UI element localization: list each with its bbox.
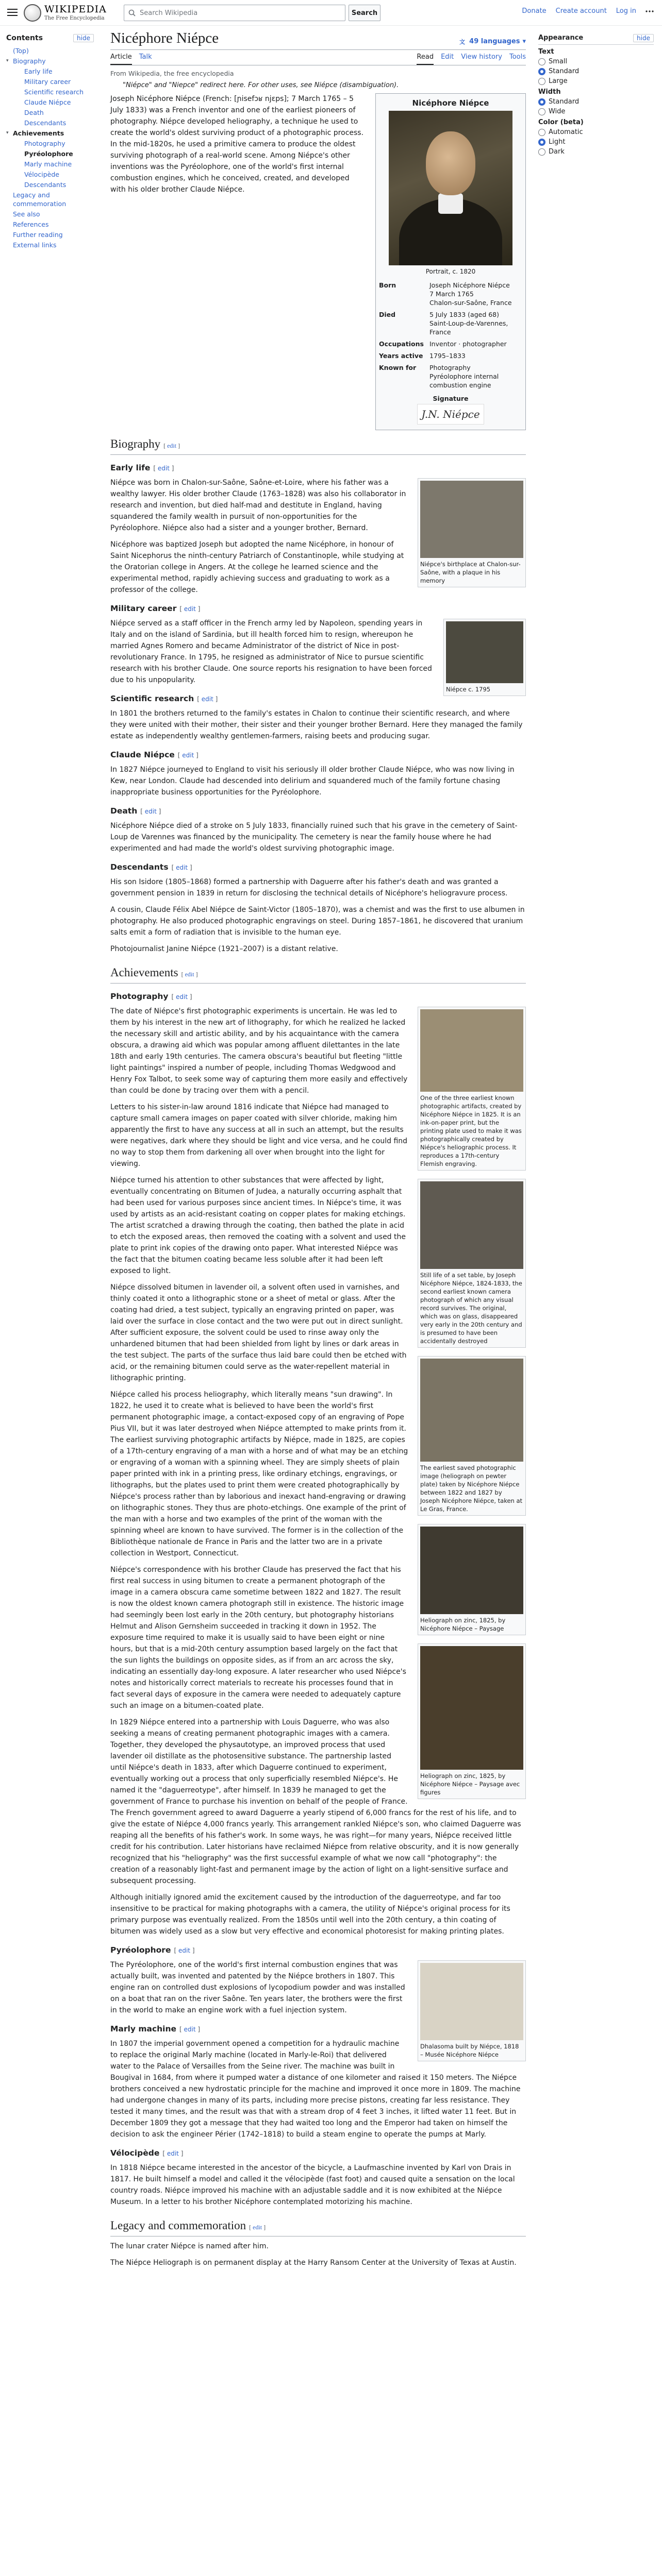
edit-link-text[interactable]: edit: [167, 2150, 179, 2157]
edit-link[interactable]: [ edit ]: [140, 808, 161, 815]
toc-item[interactable]: [6, 129, 94, 138]
toc-spacer: [18, 67, 23, 76]
toc-item-label: Legacy and commemoration: [13, 191, 67, 208]
toc-item[interactable]: [6, 46, 94, 55]
radio-option[interactable]: [538, 148, 654, 156]
portrait-caption: Portrait, c. 1820: [425, 268, 476, 275]
toc-spacer: [6, 241, 11, 249]
figure: [443, 619, 526, 696]
infobox-row-value: Photography Pyréolophore internal combustion engine: [429, 364, 499, 389]
figure: [418, 1643, 526, 1799]
page-tabs: [110, 50, 526, 65]
intro-paragraph: Joseph Nicéphore Niépce (French: [ɲisefɔʁ njɛps]; 7 March 1765 – 5 July 1833) was a French inventor and one of the earliest pioneers of photography. Niépce developed heliography, a technique he used to create the world's oldest surviving product of a photographic process. In the mid-1820s, he used a primitive camera to produce the oldest surviving photograph of a real-world scene. Among Niépce's other inventions was the Pyréolophore, one of the world's first internal combustion engines, which he conceived, created, and developed with his older brother Claude Niépce.: [110, 95, 364, 194]
edit-link-text[interactable]: edit: [157, 465, 170, 472]
edit-link-text[interactable]: edit: [176, 993, 188, 1001]
paragraph: In 1827 Niépce journeyed to England to visit his seriously ill older brother Claude Niépce, who was now living in Kew, near London. Claude had descended into delirium and squandered much of the family fortune chasing inappropriate business opportunities for the Pyréolophore.: [110, 766, 515, 796]
article-body: [110, 93, 526, 2268]
paragraph: His son Isidore (1805–1868) formed a partnership with Daguerre after his father's death and was granted a government pension in 1839 in return for disclosing the technical details of Nicéphore's heliogravure process.: [110, 878, 508, 897]
title-row: [110, 29, 526, 50]
toc-item-label: Marly machine: [24, 160, 72, 168]
radio-option[interactable]: [538, 58, 654, 65]
figure-image[interactable]: [420, 1009, 523, 1092]
radio-option[interactable]: [538, 77, 654, 85]
svg-text:文: 文: [459, 38, 466, 45]
subsection-heading: [110, 603, 526, 615]
figure-caption: Heliograph on zinc, 1825, by Nicéphore Niépce – Paysage: [420, 1617, 506, 1632]
subsection-heading-text: Military career: [110, 604, 177, 613]
figure-image[interactable]: [420, 1527, 523, 1614]
toc-spacer: [6, 46, 11, 55]
infobox-row-label: Occupations: [379, 340, 424, 348]
toc-spacer: [6, 210, 11, 218]
radio-icon: [538, 129, 545, 136]
create-account-link[interactable]: Create account: [555, 7, 607, 15]
radio-label: Automatic: [549, 128, 583, 136]
subsection-heading: [110, 2147, 526, 2159]
edit-link-text[interactable]: edit: [184, 605, 196, 613]
paragraph: In 1829 Niépce entered into a partnership with Louis Daguerre, who was also seeking a means of creating permanent photographic images with a camera. Together, they developed the physautotype, an improved process that used lavender oil distillate as the photosensitive substance. The partnership lasted until Niépce's death in 1833, after which Daguerre continued to experiment, eventually working out a process that only superficially resembled Niépce's. He named it the "daguerreotype", after himself. In 1839 he managed to get the government of France to purchase his invention on behalf of the people of France. The French government agreed to award Daguerre a yearly stipend of 6,000 francs for the rest of his life, and to give the estate of Niépce 4,000 francs yearly. This arrangement rankled Niépce's son, who claimed Daguerre was reaping all the benefits of his father's work. In some ways, he was right—for many years, Niépce received little credit for his contribution. Later historians have reclaimed Niépce from relative obscurity, and it is now generally recognized that his "heliography" was the first successful example of what we now call "photography": the creation of a reasonably light-fast and permanent image by the action of light on a light-sensitive surface and subsequent processing.: [110, 1718, 521, 1885]
paragraph: Niépce called his process heliography, which literally means "sun drawing". In 1822, he used it to create what is believed to have been the world's first permanent photographic image, a contact-exposed copy of an engraving of Pope Pius VII, but it was later destroyed when Niépce attempted to make prints from it. The earliest surviving photographic artifacts by Niépce, made in 1825, are copies of a 17th-century engraving of a man with a horse and of what may be an etching or engraving of a woman with a spinning wheel. They are simply sheets of plain paper printed with ink in a printing press, like ordinary etchings, engravings, or lithographs, but the plates used to print them were created photographically by Niépce's process rather than by laborious and inexact hand-engraving or drawing on lithographic stones. They thus are photo-etchings. One example of the print of the man with a horse and two examples of the print of the woman with the spinning wheel are known to have survived. The former is in the collection of the Bibliothèque nationale de France in Paris and the latter two are in a private collection in Westport, Connecticut.: [110, 1391, 408, 1557]
radio-label: Light: [549, 138, 566, 146]
language-count: 49 languages: [469, 38, 520, 45]
figure-caption: One of the three earliest known photographic artifacts, created by Nicéphore Niépce in 1825. It is an ink-on-paper print, but the printing plate used to make it was photographically created by Niépce's heliographic process. It reproduces a 17th-century Flemish engraving.: [420, 1094, 522, 1167]
figure-image[interactable]: [446, 621, 523, 683]
search-icon: [128, 9, 136, 16]
toc-item-label: Military career: [24, 78, 71, 86]
paragraph: A cousin, Claude Félix Abel Niépce de Saint-Victor (1805–1870), was a chemist and was the first to use albumen in photography. He also produced photographic engravings on steel. During 1857–1861, he discovered that uranium salts emit a form of radiation that is invisible to the human eye.: [110, 906, 525, 937]
toc-spacer: [18, 149, 23, 158]
subsection-heading: [110, 861, 526, 873]
portrait-image[interactable]: [389, 111, 512, 265]
paragraph: Letters to his sister-in-law around 1816 indicate that Niépce had managed to capture small camera images on paper coated with silver chloride, making him apparently the first to have any success at all in such an attempt, but the results were negatives, dark where they should be light and vice versa, and he could find no way to stop them from darkening all over when brought into the light for viewing.: [110, 1103, 408, 1168]
search-button[interactable]: Search: [349, 5, 380, 21]
toc-spacer: [6, 230, 11, 239]
signature-image: J.N. Niépce: [417, 404, 484, 425]
radio-icon: [538, 139, 545, 146]
page-title: Nicéphore Niépce: [110, 30, 219, 46]
signature-label: Signature: [433, 395, 469, 402]
radio-icon: [538, 98, 545, 106]
color-label: Color (beta): [538, 118, 584, 126]
section-heading-text: Legacy and commemoration: [110, 2219, 246, 2232]
site-tagline: The Free Encyclopedia: [44, 15, 105, 21]
figure: [418, 1007, 526, 1171]
edit-link-text[interactable]: edit: [182, 752, 194, 759]
edit-link-text[interactable]: edit: [185, 971, 194, 978]
radio-option[interactable]: [538, 98, 654, 106]
radio-option[interactable]: [538, 67, 654, 75]
figure-image[interactable]: [420, 1646, 523, 1770]
paragraph: Photojournalist Janine Niépce (1921–2007) is a distant relative.: [110, 945, 338, 953]
chevron-down-icon: ▾: [6, 58, 9, 63]
radio-option[interactable]: [538, 108, 654, 115]
radio-icon: [538, 58, 545, 65]
figure: [418, 1356, 526, 1516]
hatnote: "Niépce" and "Niepce" redirect here. For other uses, see Niépce (disambiguation).: [123, 81, 399, 89]
figure-caption: Dhalasoma built by Niépce, 1818 – Musée Nicéphore Niépce: [420, 2043, 519, 2058]
toc-item[interactable]: [6, 108, 94, 117]
toc-spacer: [18, 108, 23, 117]
section-heading: [110, 2218, 526, 2236]
subsection-heading: [110, 1944, 526, 1956]
text-size-options: [538, 58, 654, 85]
edit-link[interactable]: [ edit ]: [249, 2224, 266, 2231]
width-label: Width: [538, 88, 561, 96]
toc-spacer: [18, 180, 23, 189]
infobox-row-value: 5 July 1833 (aged 68) Saint-Loup-de-Varennes, France: [429, 311, 508, 336]
toc-item-label: (Top): [13, 47, 29, 55]
search-input[interactable]: [124, 5, 345, 21]
toc-item-label: Descendants: [24, 181, 67, 189]
edit-link[interactable]: [ edit ]: [177, 752, 198, 759]
edit-link[interactable]: [ edit ]: [179, 2026, 201, 2033]
infobox-row: [379, 350, 522, 362]
paragraph: In 1818 Niépce became interested in the ancestor of the bicycle, a Laufmaschine invented by Karl von Drais in 1817. He built himself a model and called it the vélocipède (fast foot) and caused quite a sensation on the local country roads. Niépce improved his machine with an adjustable saddle and it is now exhibited at the Niépce Museum. In a letter to his brother Nicéphore contemplated motorizing his machine.: [110, 2164, 515, 2206]
infobox: [375, 93, 526, 430]
radio-icon: [538, 148, 545, 156]
paragraph: Nicéphore Niépce died of a stroke on 5 July 1833, financially ruined such that his grave in the cemetery of Saint-Loup de Varennes was financed by the municipality. The cemetery is near the family house where he had experimented and had made the world's oldest surviving photographic image.: [110, 822, 518, 853]
toc-item-label: Death: [24, 109, 44, 116]
radio-label: Standard: [549, 98, 580, 106]
tab-view-history[interactable]: View history: [461, 53, 502, 61]
appearance-header: [538, 34, 654, 45]
toc-item-label: Vélocipède: [24, 171, 59, 178]
subsection-heading-text: Pyréolophore: [110, 1945, 171, 1955]
toc-item[interactable]: [6, 191, 94, 208]
globe-icon: [24, 4, 41, 22]
infobox-row-label: Known for: [379, 364, 417, 371]
figure-caption: Still life of a set table, by Joseph Nicéphore Niépce, 1824-1833, the second earliest known camera photograph of which any visual record survives. The original, which was on glass, disappeared very early in the 20th century and is presumed to have been accidentally destroyed: [420, 1272, 522, 1345]
subsection-heading: [110, 991, 526, 1003]
wikipedia-logo[interactable]: [24, 3, 117, 23]
tab-talk[interactable]: Talk: [139, 53, 152, 61]
subsection-heading-text: Scientific research: [110, 694, 194, 703]
tab-edit[interactable]: Edit: [441, 53, 454, 61]
toc-item-label: Photography: [24, 140, 65, 147]
paragraph: Niépce's correspondence with his brother Claude has preserved the fact that his first real success in using bitumen to create a permanent photograph of the image in a camera obscura came sometime between 1822 and 1827. The result is now the oldest known camera photograph still in existence. The historic image had seemingly been lost early in the 20th century, but photography historians Helmut and Alison Gernsheim succeeded in tracking it down in 1952. The exposure time required to make it is usually said to have been eight or nine hours, but that is a mid-20th century assumption based largely on the fact that the sun lights the buildings on opposite sides, as if from an arc across the sky, indicating an essentially day-long exposure. A later researcher who used Niépce's notes and historically correct materials to recreate his processes found that in fact several days of exposure in the camera were needed to adequately capture such an image on a bitumen-coated plate.: [110, 1566, 406, 1710]
toc-item[interactable]: [6, 220, 94, 229]
site-name: WIKIPEDIA: [44, 4, 107, 15]
section-heading: [110, 436, 526, 455]
infobox-row-value: 1795–1833: [429, 352, 466, 360]
figure-caption: Niépce's birthplace at Chalon-sur-Saône, with a plaque in his memory: [420, 561, 521, 584]
figure-image[interactable]: [420, 481, 523, 558]
toc-item-label: Scientific research: [24, 88, 84, 96]
paragraph: Niépce dissolved bitumen in lavender oil, a solvent often used in varnishes, and thinly coated it onto a lithographic stone or a sheet of metal or glass. After the coating had dried, a test subject, typically an engraving printed on paper, was laid over the surface in close contact and the two were put out in direct sunlight. After sufficient exposure, the solvent could be used to rinse away only the unhardened bitumen that had been shielded from light by lines or dark areas in the test subject. The parts of the surface thus laid bare could then be etched with acid, or the remaining bitumen could serve as the water-repellent material in lithographic printing.: [110, 1283, 407, 1382]
edit-link[interactable]: [ edit ]: [197, 696, 218, 703]
radio-icon: [538, 78, 545, 85]
language-button[interactable]: [459, 38, 526, 45]
toc-item-label: Claude Niépce: [24, 98, 71, 106]
radio-label: Small: [549, 58, 568, 65]
site-header: [0, 0, 662, 26]
subsection-heading-text: Early life: [110, 463, 151, 472]
paragraph: In 1801 the brothers returned to the family's estates in Chalon to continue their scientific research, and where they were united with their mother, their sister and their younger brother Bernard. Here they managed the family estate as independently wealthy gentlemen-farmers, raising beets and producing sugar.: [110, 709, 523, 740]
infobox-row: [379, 279, 522, 309]
section-heading-text: Achievements: [110, 966, 178, 979]
edit-link-text[interactable]: edit: [201, 696, 213, 703]
chevron-down-icon: ▾: [522, 38, 526, 45]
edit-link[interactable]: [ edit ]: [162, 2150, 184, 2157]
figure-caption: Niépce c. 1795: [446, 686, 491, 693]
radio-label: Dark: [549, 148, 565, 156]
article-sections: [110, 200, 526, 2268]
edit-link-text[interactable]: edit: [144, 808, 157, 815]
infobox-rows: [379, 279, 522, 391]
paragraph: The lunar crater Niépce is named after him.: [110, 2242, 269, 2250]
user-links: [522, 7, 654, 15]
toc-item-label: Further reading: [13, 231, 63, 239]
edit-link[interactable]: [ edit ]: [171, 864, 192, 871]
paragraph: Niépce turned his attention to other substances that were affected by light, eventually concentrating on Bitumen of Judea, a naturally occurring asphalt that had been used for various purposes since ancient times. In Niépce's time, it was used by artists as an acid-resistant coating on copper plates for making etchings. The artist scratched a drawing through the coating, then bathed the plate in acid to etch the exposed areas, then removed the coating with a solvent and used the plate to print ink copies of the drawing onto paper. What interested Niépce was the fact that the bitumen coating became less soluble after it had been left exposed to light.: [110, 1176, 406, 1275]
appearance-panel: [538, 34, 654, 158]
toc-spacer: [6, 191, 11, 208]
infobox-row: [379, 338, 522, 350]
edit-link[interactable]: [ edit ]: [181, 971, 198, 978]
donate-link[interactable]: Donate: [522, 7, 547, 15]
edit-link[interactable]: [ edit ]: [153, 465, 174, 472]
infobox-row: [379, 362, 522, 391]
figure: [418, 1179, 526, 1348]
figure-image[interactable]: [420, 1359, 523, 1462]
toc-title: Contents: [6, 34, 43, 42]
figure: [418, 478, 526, 587]
color-options: [538, 128, 654, 156]
toc-item-label: External links: [13, 241, 57, 249]
toc-item-label: Biography: [13, 57, 46, 65]
infobox-row-value: Joseph Nicéphore Niépce 7 March 1765 Chalon-sur-Saône, France: [429, 281, 512, 307]
subsection-heading: [110, 805, 526, 817]
edit-link-text[interactable]: edit: [176, 864, 188, 871]
edit-link-text[interactable]: edit: [178, 1947, 191, 1954]
figure: [418, 1524, 526, 1635]
toc-spacer: [18, 88, 23, 96]
subsection-heading: [110, 749, 526, 761]
toc-item[interactable]: [6, 77, 94, 86]
toc-item[interactable]: [6, 180, 94, 189]
figure-caption: The earliest saved photographic image (heliograph on pewter plate) taken by Nicéphore Niépce between 1822 and 1827 by Joseph Nicéphore Niépce, taken at Le Gras, France.: [420, 1464, 523, 1513]
radio-option[interactable]: [538, 138, 654, 146]
paragraph: The date of Niépce's first photographic experiments is uncertain. He was led to them by his interest in the new art of lithography, for which he realized he lacked the necessary skill and artistic ability, and by his acquaintance with the camera obscura, a drawing aid which was popular among affluent dilettantes in the late 18th and early 19th centuries. The camera obscura's beautiful but fleeting "little light paintings" inspired a number of people, including Thomas Wedgwood and Henry Fox Talbot, to seek some way of capturing them more easily and effectively than could be done by tracing over them with a pencil.: [110, 1007, 408, 1095]
paragraph: Niépce served as a staff officer in the French army led by Napoleon, spending years in Italy and on the island of Sardinia, but ill health forced him to resign, whereupon he married Agnes Romero and became Administrator of the district of Nice in post-revolutionary France. In 1795, he resigned as administrator of Nice to pursue scientific research with his brother Claude. One source reports his resignation to have been forced due to his unpopularity.: [110, 619, 432, 684]
figure: [418, 1960, 526, 2061]
toc-item[interactable]: [6, 210, 94, 218]
toc-item[interactable]: [6, 170, 94, 179]
tab-article[interactable]: Article: [110, 53, 132, 65]
edit-link-text[interactable]: edit: [253, 2224, 262, 2231]
edit-link-text[interactable]: edit: [167, 442, 177, 449]
appearance-hide-button[interactable]: hide: [633, 34, 654, 42]
subsection-heading-text: Photography: [110, 992, 169, 1001]
toc-item[interactable]: [6, 230, 94, 239]
edit-link[interactable]: [ edit ]: [163, 442, 180, 449]
tab-tools[interactable]: Tools: [509, 53, 526, 61]
toc-spacer: [18, 77, 23, 86]
section-heading-text: Biography: [110, 437, 161, 450]
toc-item-label: Pyréolophore: [24, 150, 73, 158]
subsection-heading-text: Claude Niépce: [110, 750, 175, 759]
section-heading: [110, 965, 526, 984]
radio-label: Standard: [549, 67, 580, 75]
edit-link[interactable]: [ edit ]: [174, 1947, 195, 1954]
edit-link-text[interactable]: edit: [184, 2026, 196, 2033]
toc-spacer: [18, 170, 23, 179]
radio-option[interactable]: [538, 128, 654, 136]
infobox-row-label: Born: [379, 281, 396, 289]
toc-item-label: References: [13, 221, 49, 228]
main-content: [110, 29, 526, 2274]
subsection-heading-text: Descendants: [110, 862, 169, 872]
toc-item[interactable]: [6, 57, 94, 65]
toc-item[interactable]: [6, 98, 94, 107]
radio-icon: [538, 68, 545, 75]
toc-item[interactable]: [6, 160, 94, 168]
toc-spacer: [18, 139, 23, 148]
infobox-row: [379, 309, 522, 338]
toc-hide-button[interactable]: hide: [73, 34, 94, 42]
paragraph: Nicéphore was baptized Joseph but adopted the name Nicéphore, in honour of Saint Nicephorus the ninth-century Patriarch of Constantinople, while studying at the Oratorian college in Angers. At the college he learned science and the experimental method, rapidly achieving success and graduating to work as a professor of the college.: [110, 540, 404, 594]
subsection-heading-text: Vélocipède: [110, 2148, 160, 2158]
translate-icon: [459, 38, 467, 45]
toc-item[interactable]: [6, 241, 94, 249]
toc-item-label: Early life: [24, 67, 53, 75]
toc-item[interactable]: [6, 88, 94, 96]
main-menu-icon[interactable]: [6, 6, 19, 19]
toc-item-label: Achievements: [13, 129, 64, 137]
edit-link[interactable]: [ edit ]: [171, 993, 192, 1001]
toc-item[interactable]: [6, 139, 94, 148]
chevron-down-icon: ▾: [6, 130, 9, 135]
search-placeholder: Search Wikipedia: [140, 9, 198, 17]
toc-item[interactable]: [6, 67, 94, 76]
infobox-title: Nicéphore Niépce: [412, 98, 489, 108]
text-size-label: Text: [538, 48, 554, 56]
toc-spacer: [18, 98, 23, 107]
figure-image[interactable]: [420, 1181, 523, 1269]
toc-header: [6, 34, 94, 42]
radio-label: Large: [549, 77, 568, 85]
subsection-heading-text: Death: [110, 806, 138, 816]
width-options: [538, 98, 654, 115]
edit-link[interactable]: [ edit ]: [179, 605, 201, 613]
toc-item-label: Descendants: [24, 119, 67, 127]
table-of-contents: [6, 34, 94, 251]
toc-item[interactable]: [6, 118, 94, 127]
toc-item[interactable]: [6, 149, 94, 158]
toc-spacer: [6, 220, 11, 229]
appearance-title: Appearance: [538, 34, 584, 42]
toc-list: [6, 46, 94, 249]
toc-spacer: [18, 160, 23, 168]
paragraph: The Niépce Heliograph is on permanent display at the Harry Ransom Center at the University of Texas at Austin.: [110, 2259, 517, 2267]
site-sub: From Wikipedia, the free encyclopedia: [110, 70, 234, 77]
infobox-row-value: Inventor · photographer: [429, 340, 507, 348]
infobox-row-label: Years active: [379, 352, 423, 360]
paragraph: In 1807 the imperial government opened a competition for a hydraulic machine to replace the original Marly machine (located in Marly-le-Roi) that delivered water to the Palace of Versailles from the Seine river. The machine was built in Bougival in 1684, from where it pumped water a distance of one kilometer and raised it 150 meters. The Niépce brothers conceived a new hydrostatic principle for the machine and improved it once more in 1809. The machine had undergone changes in many of its parts, including more precise pistons, creating far less resistance. They tested it many times, and the result was that with a stream drop of 4 feet 3 inches, it lifted water 11 feet. But in December 1809 they got a message that they had waited too long and the Emperor had taken on himself the decision to ask the engineer Périer (1742–1818) to build a steam engine to operate the pumps at Marly.: [110, 2040, 521, 2139]
figure-caption: Heliograph on zinc, 1825, by Nicéphore Niépce – Paysage avec figures: [420, 1772, 520, 1796]
subsection-heading-text: Marly machine: [110, 2024, 177, 2033]
radio-label: Wide: [549, 108, 566, 115]
toc-spacer: [18, 118, 23, 127]
paragraph: Although initially ignored amid the excitement caused by the introduction of the daguerreotype, and far too insensitive to be practical for making photographs with a camera, the utility of Niépce's original process for its primary purpose was eventually realized. From the 1850s until well into the 20th century, a thin coating of bitumen was widely used as a slow but very effective and economical photoresist for making printing plates.: [110, 1893, 510, 1936]
tab-read[interactable]: Read: [417, 53, 434, 65]
toc-item-label: See also: [13, 210, 40, 218]
radio-icon: [538, 108, 545, 115]
figure-image[interactable]: [420, 1963, 523, 2040]
paragraph: The Pyréolophore, one of the world's first internal combustion engines that was actually built, was invented and patented by the Niépce brothers in 1807. This engine ran on controlled dust explosions of lycopodium powder and was installed on a boat that ran on the river Saône. Ten years later, the brothers were the first in the world to make an engine work with a fuel injection system.: [110, 1961, 405, 2014]
more-options-icon[interactable]: [646, 10, 654, 12]
subsection-heading: [110, 462, 526, 474]
paragraph: Niépce was born in Chalon-sur-Saône, Saône-et-Loire, where his father was a wealthy lawyer. His older brother Claude (1763–1828) was also his collaborator in research and invention, but died half-mad and destitute in England, having squandered the family wealth in pursuit of non-opportunities for the Pyréolophore. Niépce also had a sister and a younger brother, Bernard.: [110, 479, 406, 532]
login-link[interactable]: Log in: [616, 7, 636, 15]
infobox-row-label: Died: [379, 311, 396, 318]
